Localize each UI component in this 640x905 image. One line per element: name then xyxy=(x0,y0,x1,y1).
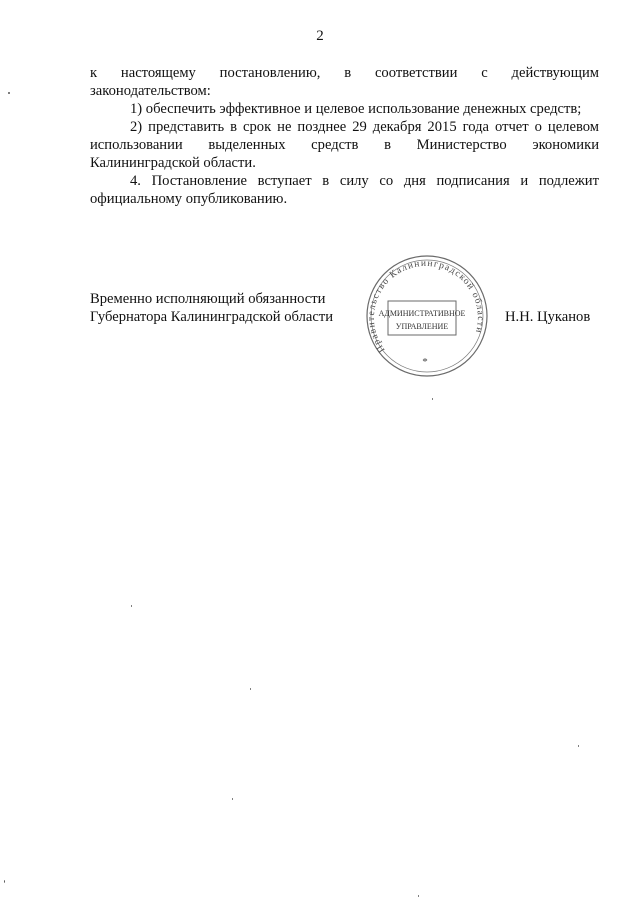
list-item-1: 1) обеспечить эффективное и целевое использование денежных средств; xyxy=(130,101,582,117)
signature-position xyxy=(90,290,333,326)
scan-speck xyxy=(250,688,251,690)
list-item-2: 2) представить в срок не позднее 29 декабря 2015 года отчет о целевом использовании выделенных средств в Министерство экономики Калининградской области. xyxy=(90,119,599,171)
signature-position-line-2: Губернатора Калининградской области xyxy=(90,309,334,325)
official-seal-stamp xyxy=(355,252,497,380)
stamp-star: * xyxy=(422,356,428,368)
scan-speck xyxy=(8,92,10,94)
scan-speck xyxy=(432,398,433,400)
scan-speck xyxy=(4,880,5,883)
page-number: 2 xyxy=(316,28,324,44)
scan-speck xyxy=(232,798,233,800)
stamp-inner-line-1: АДМИНИСТРАТИВНОЕ xyxy=(378,309,466,318)
scan-speck xyxy=(578,745,579,747)
body-line-1: к настоящему постановлению, в соответствии с действующим xyxy=(90,65,599,81)
scan-speck xyxy=(418,895,419,897)
body-line-2: законодательством: xyxy=(90,83,211,99)
stamp-outer-text: Правительство Калининградской области xyxy=(366,258,485,355)
document-body xyxy=(90,64,599,208)
scan-speck xyxy=(131,605,132,607)
paragraph-4: 4. Постановление вступает в силу со дня подписания и подлежит официальному опубликованию. xyxy=(90,173,599,207)
stamp-inner-line-2: УПРАВЛЕНИЕ xyxy=(395,322,449,331)
signature-position-line-1: Временно исполняющий обязанности xyxy=(90,291,326,307)
signer-name: Н.Н. Цуканов xyxy=(505,309,591,325)
